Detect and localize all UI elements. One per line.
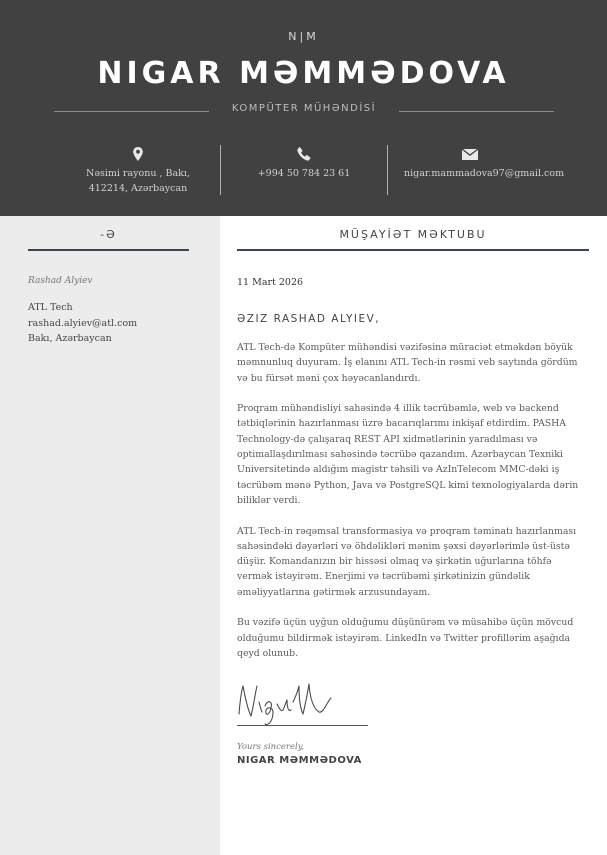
sidebar-heading-rule xyxy=(28,249,189,251)
contact-address xyxy=(84,146,192,196)
job-title: KOMPÜTER MÜHƏNDİSİ xyxy=(231,103,377,114)
contact-divider xyxy=(220,145,221,195)
contact-email xyxy=(404,146,565,181)
salutation: ƏZIZ RASHAD ALYIEV, xyxy=(237,313,381,325)
contact-phone-text: +994 50 784 23 61 xyxy=(257,168,351,179)
phone-icon xyxy=(296,146,312,162)
envelope-icon xyxy=(461,146,479,162)
recipient-city: Bakı, Azərbaycan xyxy=(28,333,112,344)
sidebar-heading: -Ə xyxy=(100,228,117,241)
letter-paragraph: ATL Tech-in rəqəmsal transformasiya və proqram təminatı hazırlanması sahəsindəki dəyərləri və öhdəlikləri mənim şəxsi dəyərlərimlə üst-üstə düşür. Komandanızın bir hissəsi olmaq və şirkətin uğurlarına töhfə vermək istəyirəm. Enerjimi və təcrübəmi şirkətinizin gündəlik əməliyyatlarına gətirmək arzusundayam. xyxy=(237,525,577,598)
letter-column xyxy=(220,216,607,855)
contact-phone xyxy=(250,146,358,181)
signer-name: NIGAR MƏMMƏDOVA xyxy=(237,755,362,766)
recipient-email: rashad.alyiev@atl.com xyxy=(28,317,138,329)
applicant-name: NIGAR MƏMMƏDOVA xyxy=(97,56,510,91)
monogram: N|M xyxy=(288,30,319,43)
letter-heading: MÜŞAYİƏT MƏKTUBU xyxy=(339,228,487,241)
contact-divider xyxy=(387,145,388,195)
recipient-info xyxy=(28,300,137,347)
letter-body xyxy=(237,340,587,677)
letter-heading-rule xyxy=(237,249,589,251)
recipient-name: Rashad Alyiev xyxy=(28,276,93,286)
recipient-sidebar xyxy=(0,216,220,855)
job-title-row xyxy=(54,103,554,119)
signature-line xyxy=(237,725,368,726)
title-divider-left xyxy=(54,111,209,112)
contact-address-text: Nəsimi rayonu , Bakı, 412214, Azərbaycan xyxy=(86,168,190,194)
letter-paragraph: Bu vəzifə üçün uyğun olduğumu düşünürəm və müsahibə üçün mövcud olduğumu bildirmək istəyirəm. LinkedIn və Twitter profillərim aşağıda qeyd olunub. xyxy=(237,617,574,659)
title-divider-right xyxy=(399,111,554,112)
contact-email-text: nigar.mammadova97@gmail.com xyxy=(404,168,565,179)
letter-paragraph: ATL Tech-də Kompüter mühəndisi vəzifəsinə müraciət etməkdən böyük məmnunluq duyuram. İş elanını ATL Tech-in rəsmi veb saytında gördüm və bu fürsət məni çox həyəcanlandırdı. xyxy=(237,342,578,384)
letter-date: 11 Mart 2026 xyxy=(237,277,304,288)
handwritten-signature xyxy=(235,672,370,727)
location-pin-icon xyxy=(130,146,146,162)
recipient-company: ATL Tech xyxy=(28,302,73,313)
header xyxy=(0,0,607,216)
closing-phrase: Yours sincerely, xyxy=(237,742,305,752)
letter-paragraph: Proqram mühəndisliyi sahəsində 4 illik təcrübəmlə, web və backend tətbiqlərinin hazırlanması üzrə bacarıqlarımı inkişaf etdirdim. PASHA Technology-də çalışaraq REST API xidmətlərinin yaradılması və optimallaşdırılması sahəsində təcrübə qazandım. Azərbaycan Texniki Universitetində aldığım magistr təhsili və AzInTelecom MMC-dəki iş təcrübəm mənə Python, Java və PostgreSQL kimi texnologiyalarda dərin biliklər verdi. xyxy=(237,403,579,506)
